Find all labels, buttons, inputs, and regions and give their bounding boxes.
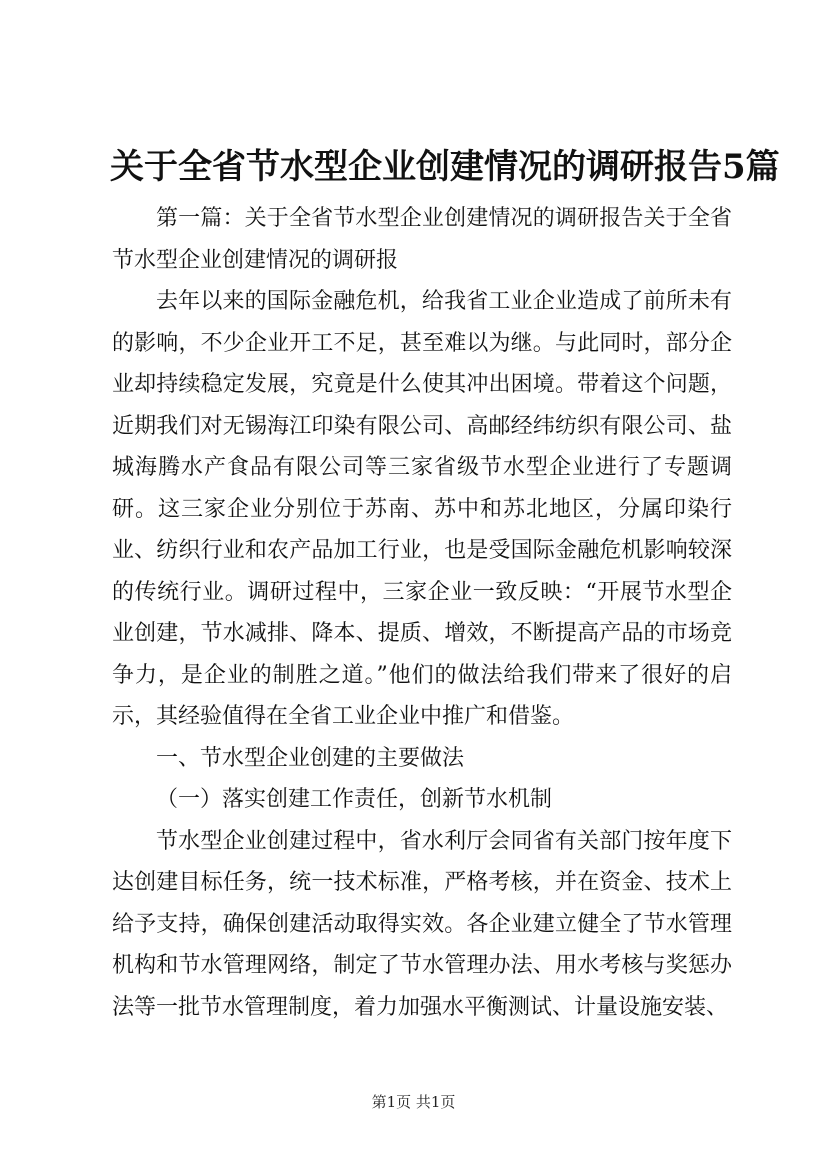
intro-paragraph: 第一篇：关于全省节水型企业创建情况的调研报告关于全省节水型企业创建情况的调研报 <box>112 206 732 273</box>
section-heading: 一、节水型企业创建的主要做法 <box>156 745 465 771</box>
body-paragraph: 节水型企业创建过程中，省水利厅会同省有关部门按年度下达创建目标任务，统一技术标准，严格考核，并在资金、技术上给予支持，确保创建活动取得实效。各企业建立健全了节水管理机构和节水管理网络，制定了节水管理办法、用水考核与奖惩办法等一批节水管理制度，着力加强水平衡测试、计量设施安装、 <box>112 828 732 1020</box>
subsection-heading: （一）落实创建工作责任，创新节水机制 <box>156 787 553 812</box>
document-body <box>112 198 732 1028</box>
body-paragraph: 去年以来的国际金融危机，给我省工业企业造成了前所未有的影响，不少企业开工不足，甚至难以为继。与此同时，部分企业却持续稳定发展，究竟是什么使其冲出困境。带着这个问题，近期我们对无锡海江印染有限公司、高邮经纬纺织有限公司、盐城海腾水产食品有限公司等三家省级节水型企业进行了专题调研。这三家企业分别位于苏南、苏中和苏北地区，分属印染行业、纺织行业和农产品加工行业，也是受国际金融危机影响较深的传统行业。调研过程中，三家企业一致反映：“开展节水型企业创建，节水减排、降本、提质、增效，不断提高产品的市场竞争力，是企业的制胜之道。”他们的做法给我们带来了很好的启示，其经验值得在全省工业企业中推广和借鉴。 <box>112 289 732 729</box>
document-title: 关于全省节水型企业创建情况的调研报告5篇 <box>110 147 780 187</box>
page-footer: 第1页 共1页 <box>371 1093 456 1111</box>
